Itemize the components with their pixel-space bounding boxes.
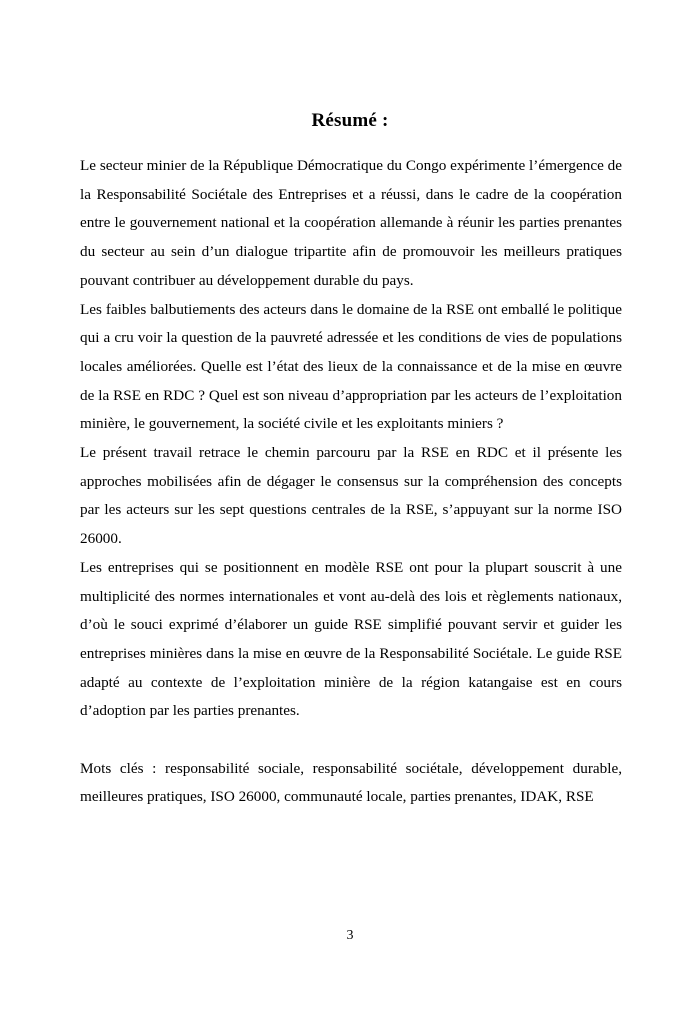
paragraph-1: Le secteur minier de la République Démocratique du Congo expérimente l’émergence de la Responsabilité Sociétale des Entreprises et a réussi, dans le cadre de la coopération entre le gouvernement national et la coopération allemande à réunir les parties prenantes du secteur au sein d’un dialogue tripartite afin de promouvoir les meilleurs pratiques pouvant contribuer au développement durable du pays. (80, 157, 622, 289)
page-number: 3 (346, 928, 354, 943)
paragraph-2: Les faibles balbutiements des acteurs dans le domaine de la RSE ont emballé le politique qui a cru voir la question de la pauvreté adressée et les conditions de vies de populations locales améliorées. Quelle est l’état des lieux de la connaissance et de la mise en œuvre de la RSE en RDC ? Quel est son niveau d’appropriation par les acteurs de l’exploitation minière, le gouvernement, la société civile et les exploitants miniers ? (80, 300, 622, 433)
paragraph-4: Les entreprises qui se positionnent en modèle RSE ont pour la plupart souscrit à une multiplicité des normes internationales et vont au-delà des lois et règlements nationaux, d’où le souci exprimé d’élaborer un guide RSE simplifié pouvant servir et guider les entreprises minières dans la mise en œuvre de la Responsabilité Sociétale. Le guide RSE adapté au contexte de l’exploitation minière de la région katangaise est en cours d’adoption par les parties prenantes. (80, 558, 622, 720)
keywords-block: Mots clés : responsabilité sociale, responsabilité sociétale, développement durable, meilleures pratiques, ISO 26000, communauté locale, parties prenantes, IDAK, RSE (80, 759, 622, 806)
paragraph-spacer (80, 726, 622, 755)
page-title: Résumé : (311, 110, 389, 131)
abstract-body (80, 152, 622, 812)
paragraph-3: Le présent travail retrace le chemin parcouru par la RSE en RDC et il présente les approches mobilisées afin de dégager le consensus sur la compréhension des concepts par les acteurs sur les sept questions centrales de la RSE, s’appuyant sur la norme ISO 26000. (80, 444, 622, 548)
